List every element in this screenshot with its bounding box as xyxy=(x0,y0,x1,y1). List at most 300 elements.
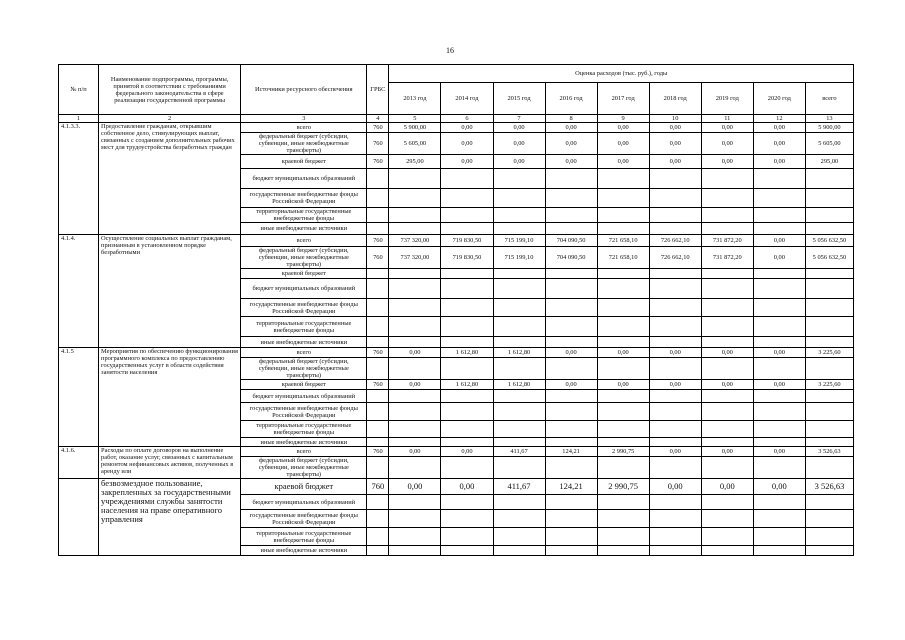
year-value xyxy=(753,528,805,546)
funding-source: иные внебюджетные источники xyxy=(241,337,367,348)
year-value xyxy=(545,269,597,279)
measure-name: Расходы по оплате договоров на выполнение работ, оказание услуг, связанных с капитальным ремонтом нефинансовых активов, полученных в аренду или xyxy=(99,447,241,479)
year-value: 721 658,10 xyxy=(597,235,649,247)
funding-source: бюджет муниципальных образований xyxy=(241,495,367,510)
year-value: 731 872,20 xyxy=(701,235,753,247)
year-value: 726 662,10 xyxy=(649,247,701,269)
year-value: 0,00 xyxy=(441,155,493,169)
year-value: 715 199,10 xyxy=(493,247,545,269)
year-value xyxy=(545,421,597,438)
total-value xyxy=(805,279,853,299)
year-value: 0,00 xyxy=(441,133,493,155)
year-value xyxy=(493,390,545,403)
year-value xyxy=(597,358,649,380)
year-value: 411,67 xyxy=(493,479,545,495)
header-year: 2014 год xyxy=(441,83,493,115)
year-value: 0,00 xyxy=(649,479,701,495)
measure-name: Мероприятия по обеспечению функционирования программного комплекса по предоставлению государственных услуг в области содействия занятости населения xyxy=(99,348,241,447)
table-row xyxy=(59,123,854,133)
year-value xyxy=(753,337,805,348)
year-value xyxy=(597,269,649,279)
grbs-code xyxy=(367,299,389,317)
year-value xyxy=(389,510,441,528)
year-value xyxy=(649,403,701,421)
header-num: № п/п xyxy=(59,65,99,115)
year-value: 0,00 xyxy=(493,123,545,133)
grbs-code: 760 xyxy=(367,155,389,169)
year-value xyxy=(701,510,753,528)
grbs-code xyxy=(367,546,389,556)
year-value xyxy=(493,510,545,528)
total-value: 5 056 632,50 xyxy=(805,247,853,269)
year-value xyxy=(389,223,441,235)
year-value xyxy=(649,279,701,299)
year-value xyxy=(753,421,805,438)
year-value xyxy=(649,546,701,556)
year-value xyxy=(389,279,441,299)
total-value xyxy=(805,208,853,223)
year-value xyxy=(701,546,753,556)
year-value xyxy=(441,299,493,317)
year-value xyxy=(701,457,753,479)
year-value xyxy=(441,269,493,279)
grbs-code: 760 xyxy=(367,348,389,358)
year-value xyxy=(389,421,441,438)
year-value: 737 320,00 xyxy=(389,247,441,269)
year-value xyxy=(753,169,805,189)
year-value xyxy=(545,546,597,556)
year-value xyxy=(753,457,805,479)
year-value xyxy=(389,457,441,479)
year-value: 0,00 xyxy=(649,155,701,169)
grbs-code: 760 xyxy=(367,133,389,155)
total-value xyxy=(805,495,853,510)
year-value: 0,00 xyxy=(649,123,701,133)
year-value xyxy=(389,390,441,403)
year-value xyxy=(441,438,493,447)
funding-source: федеральный бюджет (субсидии, субвенции, иные межбюджетные трансферты) xyxy=(241,133,367,155)
year-value xyxy=(701,169,753,189)
year-value xyxy=(493,528,545,546)
year-value: 0,00 xyxy=(597,133,649,155)
header-year: 2019 год xyxy=(701,83,753,115)
grbs-code: 760 xyxy=(367,479,389,495)
header-name: Наименование подпрограммы, программы, принятой в соответствии с требованиями федерального законодательства в сфере реализации государственной программы xyxy=(99,65,241,115)
funding-source: краевой бюджет xyxy=(241,380,367,390)
expenditure-table xyxy=(58,64,854,556)
year-value xyxy=(753,299,805,317)
year-value xyxy=(493,317,545,337)
total-value: 5 056 632,50 xyxy=(805,235,853,247)
year-value xyxy=(753,510,805,528)
header-year: 2017 год xyxy=(597,83,649,115)
year-value xyxy=(597,403,649,421)
year-value: 719 830,50 xyxy=(441,247,493,269)
row-number: 4.1.4. xyxy=(59,235,99,348)
year-value xyxy=(545,495,597,510)
year-value: 0,00 xyxy=(753,235,805,247)
header-estimate: Оценка расходов (тыс. руб.), годы xyxy=(389,65,854,83)
header-year: 2016 год xyxy=(545,83,597,115)
year-value: 0,00 xyxy=(701,155,753,169)
year-value: 0,00 xyxy=(753,155,805,169)
measure-name: Предоставление гражданам, открывшим собственное дело, стимулирующих выплат, связанных с созданием дополнительных рабочих мест для трудоустройства безработных граждан xyxy=(99,123,241,235)
total-value xyxy=(805,189,853,208)
year-value xyxy=(649,438,701,447)
total-value xyxy=(805,317,853,337)
year-value: 0,00 xyxy=(701,479,753,495)
year-value xyxy=(597,457,649,479)
year-value: 0,00 xyxy=(701,123,753,133)
funding-source: всего xyxy=(241,348,367,358)
year-value: 124,21 xyxy=(545,479,597,495)
year-value xyxy=(649,169,701,189)
year-value xyxy=(753,358,805,380)
total-value: 3 225,60 xyxy=(805,348,853,358)
grbs-code xyxy=(367,169,389,189)
year-value xyxy=(441,189,493,208)
year-value xyxy=(597,528,649,546)
column-numbers-row xyxy=(59,115,854,123)
year-value xyxy=(441,358,493,380)
year-value: 0,00 xyxy=(597,155,649,169)
grbs-code xyxy=(367,528,389,546)
year-value xyxy=(493,269,545,279)
header-source: Источники ресурсного обеспечения xyxy=(241,65,367,115)
year-value xyxy=(545,457,597,479)
year-value xyxy=(545,337,597,348)
year-value xyxy=(701,358,753,380)
grbs-code xyxy=(367,189,389,208)
year-value xyxy=(649,495,701,510)
grbs-code xyxy=(367,269,389,279)
year-value: 0,00 xyxy=(753,247,805,269)
funding-source: федеральный бюджет (субсидии, субвенции, иные межбюджетные трансферты) xyxy=(241,358,367,380)
year-value xyxy=(701,337,753,348)
year-value xyxy=(701,403,753,421)
grbs-code xyxy=(367,337,389,348)
year-value xyxy=(389,169,441,189)
year-value xyxy=(493,337,545,348)
year-value: 0,00 xyxy=(753,123,805,133)
year-value: 0,00 xyxy=(649,133,701,155)
total-value: 3 526,63 xyxy=(805,479,853,495)
column-number: 6 xyxy=(441,115,493,123)
year-value: 0,00 xyxy=(753,380,805,390)
table-row xyxy=(59,479,854,495)
year-value xyxy=(701,495,753,510)
column-number: 4 xyxy=(367,115,389,123)
total-value xyxy=(805,299,853,317)
year-value xyxy=(389,269,441,279)
funding-source: иные внебюджетные источники xyxy=(241,223,367,235)
year-value xyxy=(389,317,441,337)
year-value xyxy=(441,495,493,510)
grbs-code xyxy=(367,457,389,479)
year-value: 411,67 xyxy=(493,447,545,457)
year-value xyxy=(701,223,753,235)
year-value: 5 900,00 xyxy=(389,123,441,133)
year-value: 1 612,80 xyxy=(441,380,493,390)
grbs-code: 760 xyxy=(367,247,389,269)
total-value xyxy=(805,358,853,380)
row-number-continued xyxy=(59,479,99,556)
year-value xyxy=(545,510,597,528)
column-number: 7 xyxy=(493,115,545,123)
year-value xyxy=(441,457,493,479)
year-value xyxy=(545,528,597,546)
year-value: 0,00 xyxy=(649,348,701,358)
year-value xyxy=(597,299,649,317)
total-value: 3 526,63 xyxy=(805,447,853,457)
total-value: 5 605,00 xyxy=(805,133,853,155)
year-value xyxy=(389,208,441,223)
year-value: 0,00 xyxy=(545,123,597,133)
column-number: 5 xyxy=(389,115,441,123)
year-value xyxy=(441,337,493,348)
year-value xyxy=(753,208,805,223)
year-value xyxy=(701,269,753,279)
header-grbs: ГРБС xyxy=(367,65,389,115)
total-value: 295,00 xyxy=(805,155,853,169)
year-value xyxy=(649,510,701,528)
year-value xyxy=(701,317,753,337)
year-value: 0,00 xyxy=(493,155,545,169)
funding-source: федеральный бюджет (субсидии, субвенции, иные межбюджетные трансферты) xyxy=(241,457,367,479)
year-value xyxy=(441,421,493,438)
year-value xyxy=(441,169,493,189)
year-value xyxy=(597,421,649,438)
year-value xyxy=(441,528,493,546)
funding-source: всего xyxy=(241,235,367,247)
year-value xyxy=(441,403,493,421)
total-value xyxy=(805,390,853,403)
total-value xyxy=(805,223,853,235)
year-value xyxy=(701,299,753,317)
year-value: 0,00 xyxy=(441,123,493,133)
year-value: 1 612,80 xyxy=(493,348,545,358)
table-body xyxy=(59,123,854,556)
year-value: 2 990,75 xyxy=(597,447,649,457)
year-value: 0,00 xyxy=(753,133,805,155)
column-number: 8 xyxy=(545,115,597,123)
year-value xyxy=(597,169,649,189)
year-value: 0,00 xyxy=(545,133,597,155)
year-value xyxy=(649,299,701,317)
funding-source: государственные внебюджетные фонды Российской Федерации xyxy=(241,189,367,208)
year-value xyxy=(701,279,753,299)
year-value xyxy=(649,390,701,403)
year-value xyxy=(597,438,649,447)
year-value: 0,00 xyxy=(701,133,753,155)
year-value xyxy=(597,189,649,208)
grbs-code: 760 xyxy=(367,380,389,390)
year-value xyxy=(441,317,493,337)
total-value xyxy=(805,510,853,528)
year-value xyxy=(701,528,753,546)
year-value xyxy=(545,208,597,223)
funding-source: всего xyxy=(241,123,367,133)
total-value xyxy=(805,457,853,479)
grbs-code xyxy=(367,495,389,510)
row-number: 4.1.5 xyxy=(59,348,99,447)
row-number: 4.1.3.3. xyxy=(59,123,99,235)
year-value xyxy=(493,358,545,380)
header-total: всего xyxy=(805,83,853,115)
year-value xyxy=(545,299,597,317)
year-value xyxy=(597,317,649,337)
year-value: 726 662,10 xyxy=(649,235,701,247)
year-value xyxy=(441,390,493,403)
grbs-code xyxy=(367,279,389,299)
funding-source: иные внебюджетные источники xyxy=(241,438,367,447)
grbs-code xyxy=(367,438,389,447)
year-value: 0,00 xyxy=(441,479,493,495)
year-value: 0,00 xyxy=(753,479,805,495)
page-number: 16 xyxy=(446,46,454,55)
year-value: 0,00 xyxy=(545,348,597,358)
header-year: 2020 год xyxy=(753,83,805,115)
year-value xyxy=(597,223,649,235)
year-value: 1 612,80 xyxy=(441,348,493,358)
year-value xyxy=(389,403,441,421)
year-value: 0,00 xyxy=(545,155,597,169)
grbs-code: 760 xyxy=(367,123,389,133)
year-value xyxy=(649,421,701,438)
year-value xyxy=(493,495,545,510)
measure-name: Осуществление социальных выплат гражданам, признанным в установленном порядке безработными xyxy=(99,235,241,348)
year-value xyxy=(753,223,805,235)
year-value xyxy=(701,208,753,223)
year-value xyxy=(545,279,597,299)
total-value xyxy=(805,169,853,189)
year-value xyxy=(441,510,493,528)
year-value xyxy=(701,189,753,208)
year-value: 715 199,10 xyxy=(493,235,545,247)
header-year: 2015 год xyxy=(493,83,545,115)
funding-source: территориальные государственные внебюджетные фонды xyxy=(241,317,367,337)
total-value xyxy=(805,546,853,556)
funding-source: государственные внебюджетные фонды Российской Федерации xyxy=(241,403,367,421)
year-value: 0,00 xyxy=(753,348,805,358)
year-value: 124,21 xyxy=(545,447,597,457)
funding-source: краевой бюджет xyxy=(241,269,367,279)
year-value: 0,00 xyxy=(441,447,493,457)
year-value xyxy=(493,403,545,421)
total-value xyxy=(805,337,853,348)
column-number: 9 xyxy=(597,115,649,123)
grbs-code xyxy=(367,421,389,438)
year-value: 2 990,75 xyxy=(597,479,649,495)
year-value: 0,00 xyxy=(649,447,701,457)
year-value xyxy=(493,299,545,317)
year-value xyxy=(493,169,545,189)
year-value xyxy=(649,317,701,337)
year-value xyxy=(597,390,649,403)
year-value xyxy=(441,546,493,556)
year-value xyxy=(441,223,493,235)
year-value xyxy=(753,279,805,299)
year-value xyxy=(649,528,701,546)
year-value: 0,00 xyxy=(649,380,701,390)
year-value: 0,00 xyxy=(701,447,753,457)
year-value xyxy=(649,269,701,279)
year-value: 295,00 xyxy=(389,155,441,169)
grbs-code xyxy=(367,390,389,403)
header-year: 2013 год xyxy=(389,83,441,115)
grbs-code xyxy=(367,510,389,528)
funding-source: бюджет муниципальных образований xyxy=(241,390,367,403)
funding-source: бюджет муниципальных образований xyxy=(241,279,367,299)
year-value: 0,00 xyxy=(597,380,649,390)
year-value xyxy=(753,438,805,447)
year-value xyxy=(753,390,805,403)
year-value: 0,00 xyxy=(545,380,597,390)
header-year: 2018 год xyxy=(649,83,701,115)
year-value xyxy=(753,403,805,421)
year-value xyxy=(493,223,545,235)
year-value xyxy=(493,279,545,299)
year-value xyxy=(389,438,441,447)
year-value: 0,00 xyxy=(493,133,545,155)
year-value xyxy=(753,495,805,510)
funding-source: краевой бюджет xyxy=(241,155,367,169)
grbs-code: 760 xyxy=(367,235,389,247)
year-value xyxy=(701,390,753,403)
funding-source: территориальные государственные внебюджетные фонды xyxy=(241,528,367,546)
year-value xyxy=(545,438,597,447)
total-value xyxy=(805,438,853,447)
year-value xyxy=(493,457,545,479)
funding-source: всего xyxy=(241,447,367,457)
year-value xyxy=(493,546,545,556)
year-value xyxy=(493,421,545,438)
funding-source: территориальные государственные внебюджетные фонды xyxy=(241,208,367,223)
year-value xyxy=(649,358,701,380)
year-value xyxy=(389,337,441,348)
year-value: 704 090,50 xyxy=(545,235,597,247)
grbs-code xyxy=(367,403,389,421)
year-value: 0,00 xyxy=(389,380,441,390)
year-value xyxy=(545,223,597,235)
grbs-code xyxy=(367,358,389,380)
year-value xyxy=(597,337,649,348)
year-value xyxy=(441,279,493,299)
total-value xyxy=(805,528,853,546)
year-value xyxy=(545,189,597,208)
year-value: 0,00 xyxy=(389,447,441,457)
column-number: 13 xyxy=(805,115,853,123)
year-value: 0,00 xyxy=(701,348,753,358)
year-value xyxy=(649,457,701,479)
measure-name-continued: безвозмездное пользование, закрепленных за государственными учреждениями службы занятости населения на праве оперативного управления xyxy=(99,479,241,556)
year-value xyxy=(649,223,701,235)
year-value xyxy=(389,299,441,317)
year-value xyxy=(597,279,649,299)
year-value xyxy=(493,208,545,223)
year-value xyxy=(649,189,701,208)
table-row xyxy=(59,348,854,358)
year-value xyxy=(597,495,649,510)
year-value: 737 320,00 xyxy=(389,235,441,247)
year-value: 704 090,50 xyxy=(545,247,597,269)
year-value xyxy=(389,495,441,510)
funding-source: государственные внебюджетные фонды Российской Федерации xyxy=(241,510,367,528)
year-value xyxy=(753,269,805,279)
year-value xyxy=(545,317,597,337)
funding-source: федеральный бюджет (субсидии, субвенции, иные межбюджетные трансферты) xyxy=(241,247,367,269)
row-number: 4.1.6. xyxy=(59,447,99,479)
